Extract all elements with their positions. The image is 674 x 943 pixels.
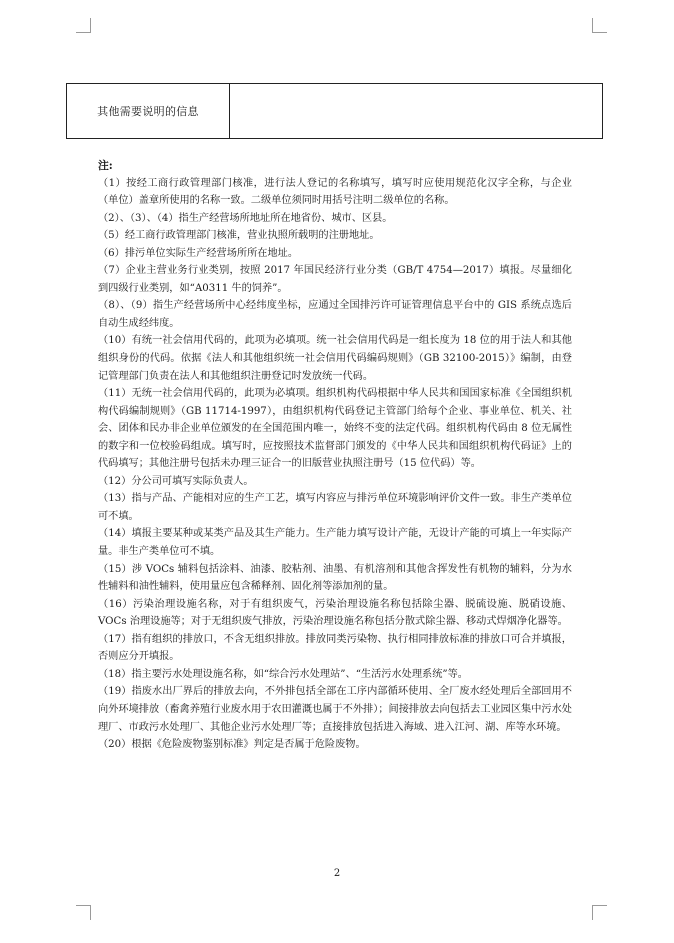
note-item-1: （1）按经工商行政管理部门核准，进行法人登记的名称填写，填写时应使用规范化汉字全称，与企业（单位）盖章所使用的名称一致。二级单位须同时用括号注明二级单位的名称。 <box>98 177 572 207</box>
page-number: 2 <box>333 868 341 879</box>
note-item-3: （5）经工商行政管理部门核准，营业执照所载明的注册地址。 <box>98 230 380 242</box>
note-item-9: （12）分公司可填写实际负责人。 <box>98 475 254 487</box>
note-item-10: （13）指与产品、产能相对应的生产工艺，填写内容应与排污单位环境影响评价文件一致。非生产类单位可不填。 <box>98 493 572 522</box>
notes-section <box>98 157 572 754</box>
crop-mark-top-right <box>592 18 607 33</box>
note-item-14: （17）指有组织的排放口，不含无组织排放。排放同类污染物、执行相同排放标准的排放口可合并填报，否则应分开填报。 <box>98 633 572 663</box>
note-item-2: （2）、（3）、（4）指生产经营场所地址所在地省份、城市、区县。 <box>98 212 393 224</box>
note-item-8: （11）无统一社会信用代码的，此项为必填项。组织机构代码根据中华人民共和国国家标准《全国组织机构代码编制规则》（GB 11714-1997），由组织机构代码登记主管部门给每个企业、事业单位、机关、社会、团体和民办非企业单位颁发的在全国范围内唯一，始终不变的法定代码。组织机构代码由 8 位无属性的数字和一位校验码组成。填写时，应按照技术监督部门颁发的《中华人民共和国组织机构代码证》上的代码填写；其他注册号包括未办理三证合一的旧版营业执照注册号（15 位代码）等。 <box>98 388 572 470</box>
note-item-15: （18）指主要污水处理设施名称，如“综合污水处理站”、“生活污水处理系统”等。 <box>98 668 468 680</box>
note-item-17: （20）根据《危险废物鉴别标准》判定是否属于危险废物。 <box>98 739 366 751</box>
crop-mark-bottom-left <box>76 905 91 920</box>
note-item-6: （8）、（9）指生产经营场所中心经纬度坐标，应通过全国排污许可证管理信息平台中的 GIS 系统点选后自动生成经纬度。 <box>98 300 572 329</box>
note-item-16: （19）指废水出厂界后的排放去向，不外排包括全部在工序内部循环使用、全厂废水经处理后全部回用不向外环境排放（畜禽养殖行业废水用于农田灌溉也属于不外排）；间接排放去向包括去工业园区集中污水处理厂、市政污水处理厂、其他企业污水处理厂等；直接排放包括进入海域、进入江河、湖、库等水环境。 <box>98 686 572 733</box>
notes-heading: 注: <box>98 159 113 172</box>
note-item-4: （6）排污单位实际生产经营场所所在地址。 <box>98 247 299 259</box>
note-item-13: （16）污染治理设施名称，对于有组织废气，污染治理设施名称包括除尘器、脱硫设施、脱硝设施、VOCs 治理设施等；对于无组织废气排放，污染治理设施名称包括分散式除尘器、移动式焊烟净化器等。 <box>98 598 572 628</box>
crop-mark-bottom-right <box>592 905 607 920</box>
other-info-table <box>66 83 603 139</box>
other-info-label: 其他需要说明的信息 <box>67 84 230 138</box>
other-info-value[interactable] <box>230 84 602 138</box>
note-item-7: （10）有统一社会信用代码的，此项为必填项。统一社会信用代码是一组长度为 18 位的用于法人和其他组织身份的代码。依据《法人和其他组织统一社会信用代码编码规则》（GB 32100-2015）》编制，由登记管理部门负责在法人和其他组织注册登记时发放统一代码。 <box>98 335 572 382</box>
note-item-12: （15）涉 VOCs 辅料包括涂料、油漆、胶粘剂、油墨、有机溶剂和其他含挥发性有机物的辅料，分为水性辅料和油性辅料，使用量应包含稀释剂、固化剂等添加剂的量。 <box>98 563 572 593</box>
note-item-11: （14）填报主要某种或某类产品及其生产能力。生产能力填写设计产能，无设计产能的可填上一年实际产量。非生产类单位可不填。 <box>98 528 572 558</box>
note-item-5: （7）企业主营业务行业类别，按照 2017 年国民经济行业分类（GB/T 4754—2017）填报。尽量细化到四级行业类别，如“A0311 牛的饲养”。 <box>98 265 572 294</box>
crop-mark-top-left <box>76 18 91 33</box>
